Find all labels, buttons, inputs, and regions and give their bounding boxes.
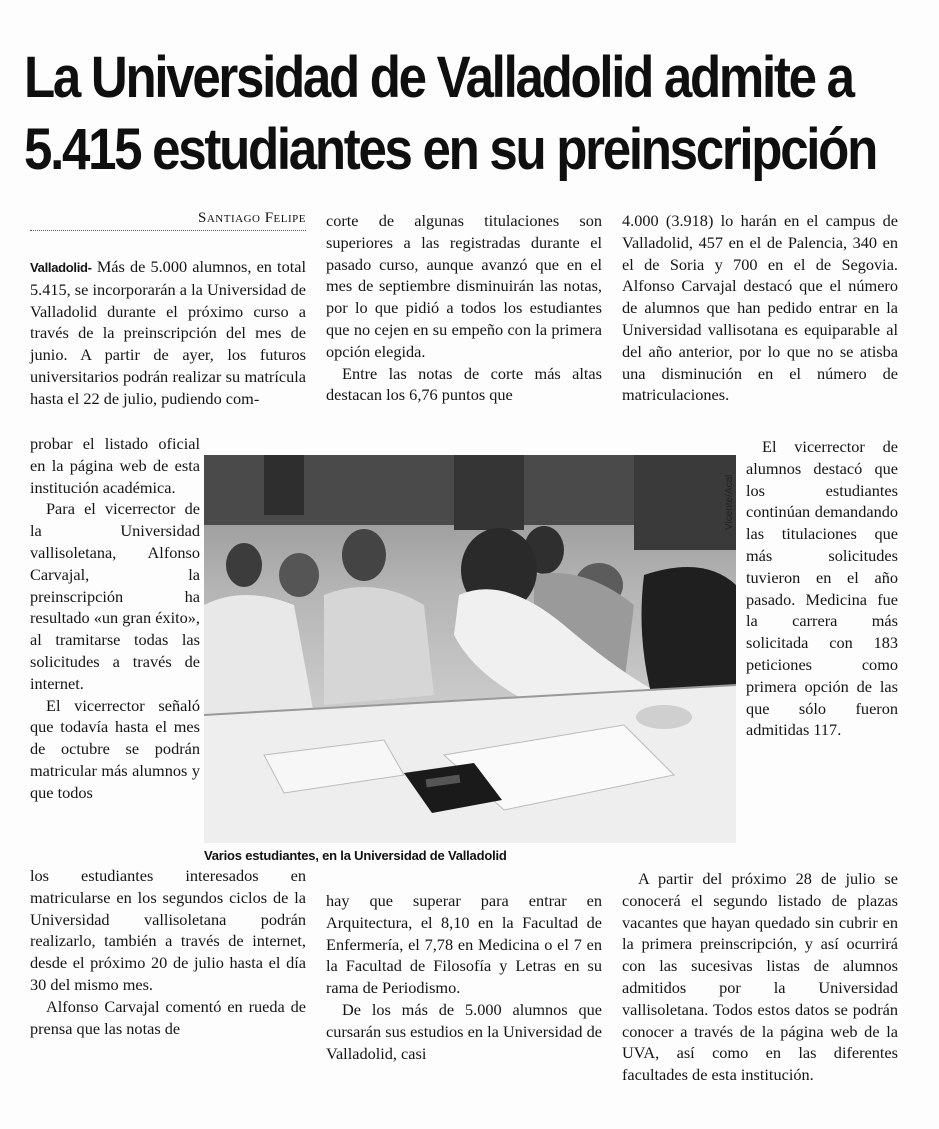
- photo-students: [204, 455, 736, 843]
- paragraph-vicerrector: Para el vicerrector de la Universidad vallisoletana, Alfonso Carvajal, la preinscripción ha resultado «un gran éxito», al tramitarse todas las solicitudes a través de internet.: [30, 499, 201, 693]
- paragraph-titulaciones: El vicerrector de alumnos destacó que los estudiantes continúan demandando las titulaciones que más solicitudes tuvieron en el año pasado. Medicina fue la carrera más solicitada con 183 peticiones como primera opción de las que sólo fueron admitidas 117.: [746, 437, 898, 740]
- column-1-bottom: [30, 865, 306, 1039]
- paragraph-campus: 4.000 (3.918) lo harán en el campus de Valladolid, 457 en el de Palencia, 340 en el de Soria y 700 en el de Segovia. Alfonso Carvajal destacó que el número de alumnos que han pedido entrar en la Universidad vallisotana es equiparable al del año anterior, por lo que no se atisba una disminución en el número de matriculaciones.: [622, 211, 898, 405]
- column-1-narrow: [30, 433, 200, 804]
- photo-students-illustration: [204, 455, 736, 843]
- headline-line-1: La Universidad de Valladolid admite a: [24, 45, 853, 110]
- paragraph-cinco-mil: De los más de 5.000 alumnos que cursarán sus estudios en la Universidad de Valladolid, casi: [326, 999, 602, 1063]
- paragraph-segundo-listado: A partir del próximo 28 de julio se conocerá el segundo listado de plazas vacantes que hayan quedado sin cubrir en la primera preinscripción, y así ocurrirá con las sucesivas listas de alumnos admitidos por la Universidad vallisoletana. Todos estos datos se podrán conocer a través de la página web de la UVA, así como en las diferentes facultades de esta institución.: [622, 869, 898, 1085]
- paragraph-rueda-prensa: Alfonso Carvajal comentó en rueda de prensa que las notas de: [30, 996, 306, 1038]
- dateline-city: Valladolid-: [30, 260, 92, 275]
- headline-line-2: 5.415 estudiantes en su preinscripción: [24, 117, 876, 182]
- paragraph-notas-altas: Entre las notas de corte más altas destacan los 6,76 puntos que: [326, 363, 602, 405]
- column-2-top: [326, 210, 602, 406]
- headline: [24, 42, 876, 186]
- paragraph-notas-corte: corte de algunas titulaciones son superiores a las registradas durante el pasado curso, aunque avanzó que en el mes de septiembre disminuirán las notas, por lo que pidió a todos los estudiantes que no cejen en su empeño con la primera opción elegida.: [326, 211, 602, 361]
- photo-credit-text: Vicente/Acal: [724, 474, 735, 530]
- column-3-narrow: [746, 436, 898, 741]
- byline-divider: [30, 230, 306, 231]
- paragraph-octubre: El vicerrector señaló que todavía hasta el mes de octubre se podrán matricular más alumnos y que todos: [30, 695, 200, 802]
- paragraph-octubre-cont: los estudiantes interesados en matricularse en los segundos ciclos de la Universidad vallisoletana podrán realizarlo, también a través de internet, desde el próximo 20 de julio hasta el día 30 del mismo mes.: [30, 866, 306, 994]
- byline: Santiago Felipe: [198, 210, 306, 226]
- paragraph-intro: [30, 256, 306, 410]
- photo-credit: [722, 470, 736, 530]
- column-1-top: [30, 256, 306, 410]
- paragraph-intro-cont: probar el listado oficial en la página web de esta institución académica.: [30, 434, 200, 497]
- photo-caption: Varios estudiantes, en la Universidad de Valladolid: [204, 848, 507, 863]
- column-3-bottom: [622, 868, 898, 1086]
- paragraph-notas-altas-cont: hay que superar para entrar en Arquitectura, el 8,10 en la Facultad de Enfermería, el 7,78 en Medicina o el 7 en la Facultad de Filosofía y Letras en su rama de Periodismo.: [326, 891, 602, 998]
- paragraph-intro-text: Más de 5.000 alumnos, en total 5.415, se incorporarán a la Universidad de Valladolid durante el próximo curso a través de la preinscripción del mes de junio. A partir de ayer, los futuros universitarios podrán realizar su matrícula hasta el 22 de julio, pudiendo com-: [30, 257, 306, 408]
- column-3-top: [622, 210, 898, 406]
- column-2-bottom: [326, 890, 602, 1064]
